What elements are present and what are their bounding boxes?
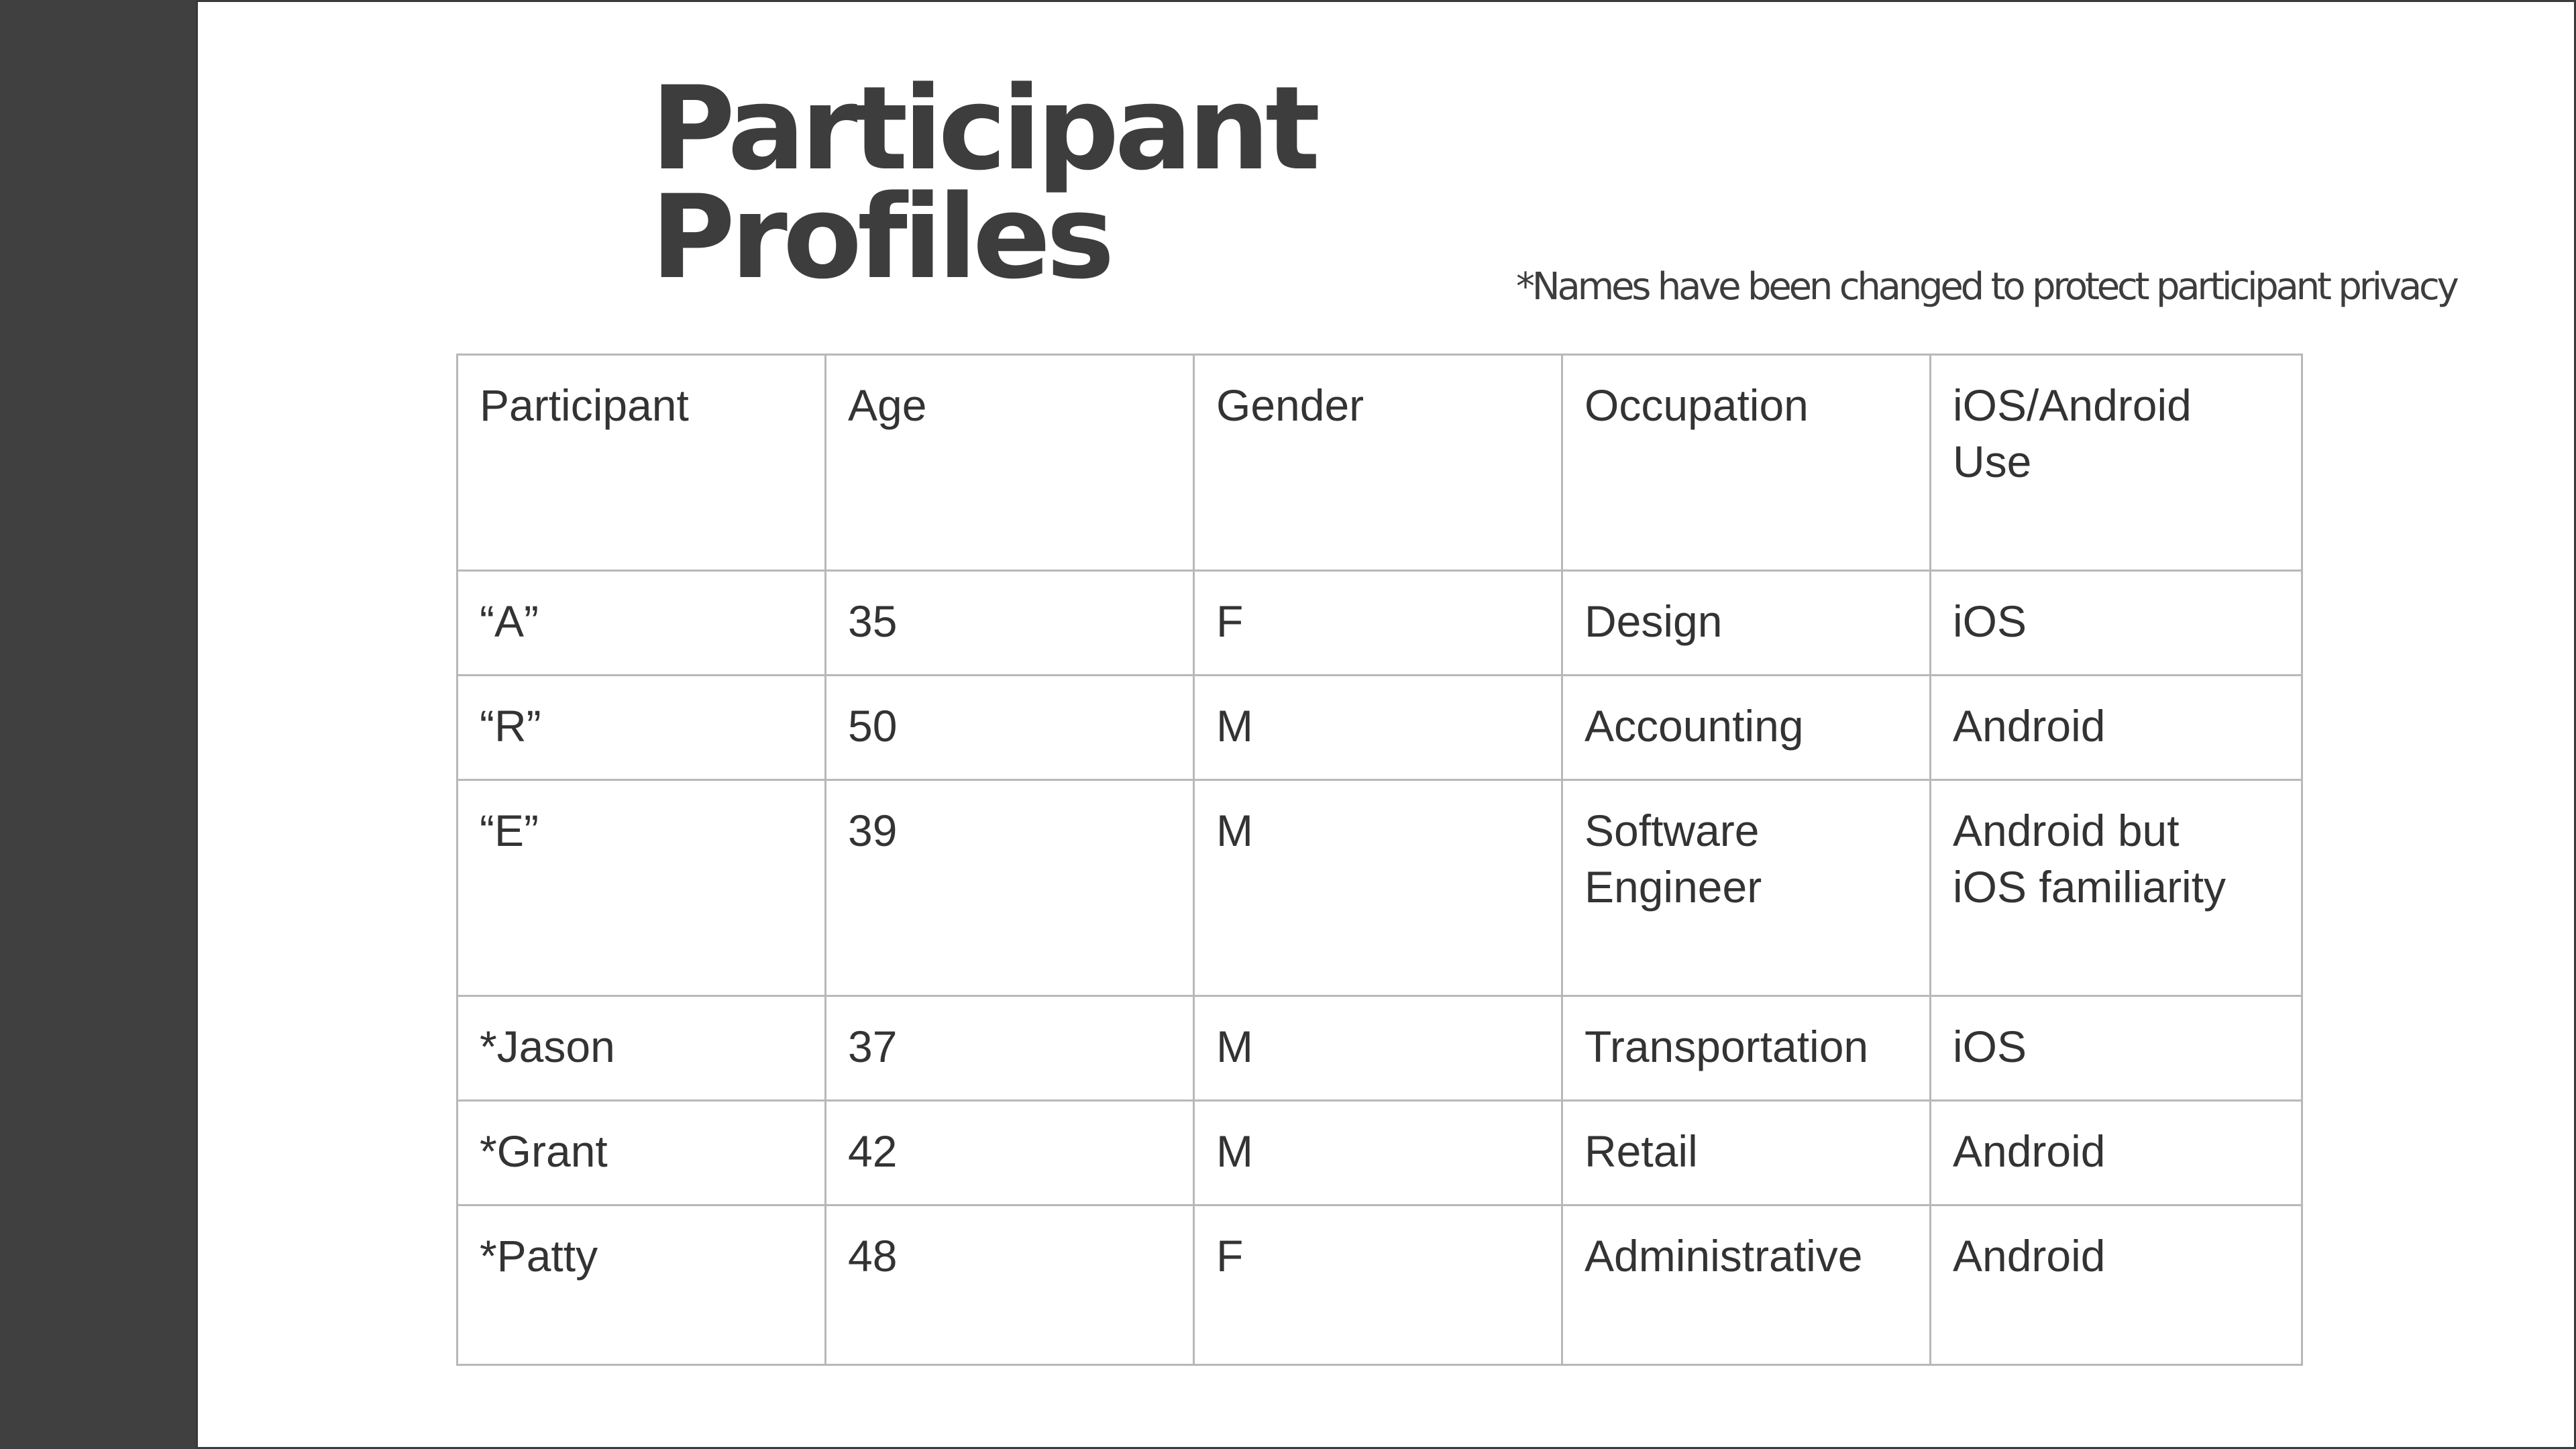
cell-gender: M [1194,780,1562,996]
cell-occupation-line-1: Accounting [1585,701,1804,751]
cell-occupation-line-1: Retail [1585,1126,1698,1176]
table-row [458,1205,2302,1365]
title-line-1: Participant [651,61,1316,196]
cell-platform [1931,676,2302,780]
cell-age: 39 [826,780,1194,996]
cell-age: 48 [826,1205,1194,1365]
cell-platform-line-1: Android but [1953,806,2180,855]
cell-platform-line-1: iOS [1953,596,2027,646]
cell-platform [1931,571,2302,676]
cell-platform [1931,1101,2302,1205]
table-row [458,996,2302,1101]
cell-age: 42 [826,1101,1194,1205]
header-platform-line-2: Use [1953,437,2032,486]
cell-occupation [1562,996,1931,1101]
header-platform [1931,355,2302,571]
cell-gender: M [1194,1101,1562,1205]
cell-occupation-line-1: Software [1585,806,1760,855]
cell-occupation [1562,571,1931,676]
cell-participant: “E” [458,780,826,996]
cell-platform-line-1: Android [1953,1126,2106,1176]
table-row [458,1101,2302,1205]
cell-occupation-line-2: Engineer [1585,862,1762,912]
cell-participant: *Patty [458,1205,826,1365]
cell-platform-line-1: Android [1953,701,2106,751]
cell-gender: F [1194,1205,1562,1365]
title-line-2: Profiles [651,170,1110,305]
cell-platform [1931,780,2302,996]
table-header-row [458,355,2302,571]
header-age: Age [826,355,1194,571]
cell-participant: *Jason [458,996,826,1101]
cell-age: 50 [826,676,1194,780]
table-row [458,676,2302,780]
cell-occupation [1562,780,1931,996]
cell-platform-line-1: iOS [1953,1022,2027,1071]
cell-age: 37 [826,996,1194,1101]
page-title [651,61,1316,305]
header-platform-line-1: iOS/Android [1953,380,2192,430]
header-participant: Participant [458,355,826,571]
cell-platform-line-1: Android [1953,1231,2106,1281]
left-sidebar [0,0,196,1449]
cell-platform [1931,1205,2302,1365]
cell-platform [1931,996,2302,1101]
cell-platform-line-2: iOS familiarity [1953,862,2226,912]
cell-occupation-line-1: Design [1585,596,1723,646]
cell-participant: *Grant [458,1101,826,1205]
cell-gender: M [1194,996,1562,1101]
header-gender: Gender [1194,355,1562,571]
cell-occupation [1562,1205,1931,1365]
privacy-note: *Names have been changed to protect participant privacy [1516,265,2457,309]
cell-gender: M [1194,676,1562,780]
cell-participant: “A” [458,571,826,676]
table-row [458,780,2302,996]
table-row [458,571,2302,676]
cell-occupation-line-1: Administrative [1585,1231,1863,1281]
cell-age: 35 [826,571,1194,676]
cell-participant: “R” [458,676,826,780]
cell-occupation-line-1: Transportation [1585,1022,1869,1071]
header-occupation: Occupation [1562,355,1931,571]
cell-occupation [1562,1101,1931,1205]
participant-table [456,354,2303,1366]
cell-gender: F [1194,571,1562,676]
cell-occupation [1562,676,1931,780]
